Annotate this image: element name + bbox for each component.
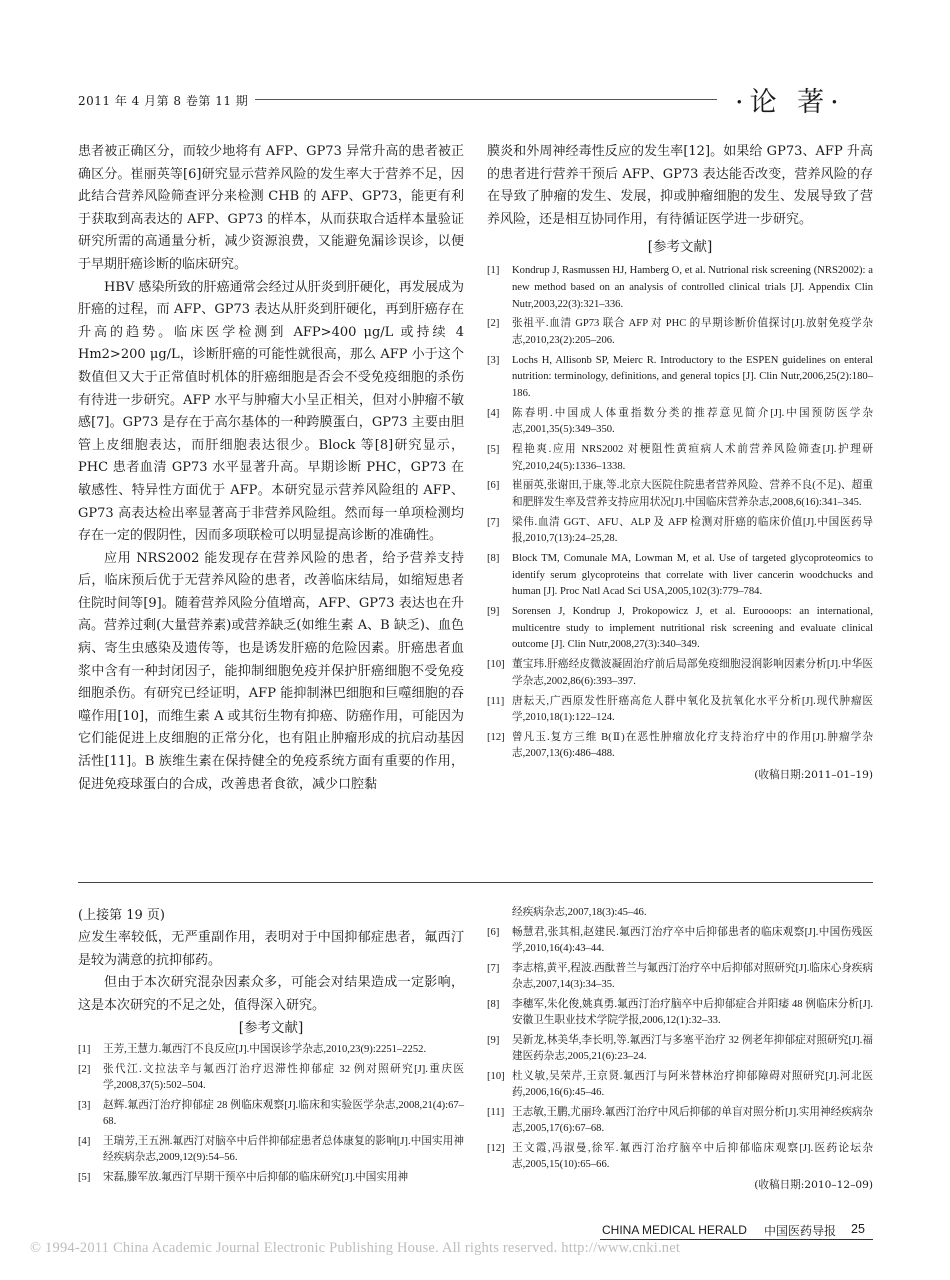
reference-number: [3] <box>487 354 500 366</box>
reference-item <box>78 1170 464 1186</box>
reference-item <box>487 657 873 690</box>
article-right-column <box>487 141 873 784</box>
reference-item <box>487 478 873 511</box>
reference-number: [5] <box>78 1171 91 1183</box>
reference-item <box>487 551 873 601</box>
reference-item <box>487 961 873 994</box>
reference-text: 曾凡玉.复方三维 B(Ⅱ)在恶性肿瘤放化疗支持治疗中的作用[J].肿瘤学杂志,2007,13(6):486–488. <box>512 731 873 760</box>
reference-text: 王文霞,冯淑曼,徐军.氟西汀治疗脑卒中后抑郁临床观察[J].医药论坛杂志,2005,15(10):65–66. <box>512 1142 873 1170</box>
paragraph: 患者被正确区分，而较少地将有 AFP、GP73 异常升高的患者被正确区分。崔丽英等[6]研究显示营养风险的发生率大于营养不足，因此结合营养风险筛查评分来检测 CHB 的 AFP、GP73，能更有利于获取到高表达的 AFP、GP73 的样本，从而获取合适样本量验证研究所需的高通量分析，减少资源浪费，又能避免漏诊误诊，以便于早期肝癌诊断的临床研究。 <box>78 144 464 272</box>
continued-article-right <box>487 905 873 1194</box>
continued-note: (上接第 19 页) <box>78 908 165 923</box>
section-title: ·论 著· <box>735 87 845 118</box>
paragraph: 应用 NRS2002 能发现存在营养风险的患者，给予营养支持后，临床预后优于无营养风险的患者，改善临床结局，如缩短患者住院时间等[9]。随着营养风险分值增高，AFP、GP73 表达也在升高。营养过剩(大量营养素)或营养缺乏(如维生素 A、B 缺乏)、血色病、寄生虫感染及遗传等，也是诱发肝癌的危险因素。肝癌患者血浆中含有一种封闭因子，能抑制细胞免疫并保护肝癌细胞不受免疫细胞杀伤。有研究已经证明，AFP 能抑制淋巴细胞和巨噬细胞的吞噬作用[10]，而维生素 A 或其衍生物有抑癌、防癌作用，可能因为它们能促进上皮细胞的正常分化，也有阻止肿瘤形成的抗启动基因活性[11]。B 族维生素在保持健全的免疫系统方面有重要的作用，促进免疫球蛋白的合成，改善患者食欲，减少口腔黏 <box>78 550 464 792</box>
reference-list <box>487 925 873 1174</box>
paragraph: 应发生率较低，无严重副作用，表明对于中国抑郁症患者，氟西汀是较为满意的抗抑郁药。 <box>78 930 464 968</box>
reference-list <box>78 1042 464 1186</box>
reference-item <box>78 1062 464 1095</box>
reference-number: [10] <box>487 659 505 671</box>
reference-text: 张祖平.血清 GP73 联合 AFP 对 PHC 的早期诊断价值探讨[J].放射免疫学杂志,2010,23(2):205–206. <box>512 318 873 346</box>
reference-number: [2] <box>78 1063 91 1075</box>
reference-number: [9] <box>487 606 500 618</box>
reference-number: [6] <box>487 480 500 492</box>
reference-number: [12] <box>487 1142 505 1154</box>
reference-item <box>487 1141 873 1174</box>
reference-number: [4] <box>78 1135 91 1147</box>
reference-number: [12] <box>487 731 505 743</box>
reference-text: 王志敏,王鹏,尤丽玲.氟西汀治疗中风后抑郁的单盲对照分析[J].实用神经疾病杂志,2005,17(6):67–68. <box>512 1106 873 1134</box>
reference-item <box>487 1105 873 1138</box>
reference-text: 张代江.文拉法辛与氟西汀治疗迟滞性抑郁症 32 例对照研究[J].重庆医学,2008,37(5):502–504. <box>103 1063 464 1092</box>
reference-text: Lochs H, Allisonb SP, Meierc R. Introductory to the ESPEN guidelines on enteral nutrition: terminology, definitions, and general topics [J]. Clin Nutr,2006,25(2):180–186. <box>512 354 873 399</box>
reference-item <box>487 604 873 654</box>
reference-text: 梁伟.血清 GGT、AFU、ALP 及 AFP 检测对肝癌的临床价值[J].中国医药导报,2010,7(13):24–25,28. <box>512 516 873 545</box>
reference-item <box>487 1069 873 1102</box>
journal-name-en: CHINA MEDICAL HERALD <box>602 1223 747 1237</box>
reference-item <box>78 1134 464 1167</box>
journal-issue: 2011 年 4 月第 8 卷第 11 期 <box>78 94 249 108</box>
reference-number: [11] <box>487 1106 505 1118</box>
reference-text: 董宝玮.肝癌经皮微波凝固治疗前后局部免疫细胞浸润影响因素分析[J].中华医学杂志,2002,86(6):393–397. <box>512 659 873 687</box>
received-date: (收稿日期:2011–01–19) <box>754 769 873 782</box>
reference-text: 陈春明.中国成人体重指数分类的推荐意见简介[J].中国预防医学杂志,2001,35(5):349–350. <box>512 407 873 436</box>
reference-text: Block TM, Comunale MA, Lowman M, et al. Use of targeted glycoproteomics to identify serum glycoproteins that correlate with liver cancerin woodchucks and human [J]. Proc Natl Acad Sci USA,2005,102(3):779–784. <box>512 553 873 598</box>
reference-item <box>487 515 873 548</box>
reference-item <box>487 316 873 349</box>
reference-item <box>487 1033 873 1066</box>
reference-item <box>487 442 873 475</box>
reference-text: 王瑞芳,王五洲.氟西汀对脑卒中后伴抑郁症患者总体康复的影响[J].中国实用神经疾病杂志,2009,12(9):54–56. <box>103 1135 464 1164</box>
reference-number: [11] <box>487 695 505 707</box>
paragraph: HBV 感染所致的肝癌通常会经过从肝炎到肝硬化，再发展成为肝癌的过程，而 AFP、GP73 表达从肝炎到肝硬化，再到肝癌存在升高的趋势。临床医学检测到 AFP>400 μg/L 或持续 4 Hm2>200 μg/L，诊断肝癌的可能性就很高，那么 AFP 小于这个数值但又大于正常值时机体的肝癌细胞是否会不受免疫细胞的杀伤有待进一步研究。AFP 水平与肿瘤大小呈正相关，但对小肿瘤不敏感[7]。GP73 是存在于高尔基体的一种跨膜蛋白，GP73 主要由胆管上皮细胞表达，而肝细胞表达很少。Block 等[8]研究显示，PHC 患者血清 GP73 水平显著升高。早期诊断 PHC，GP73 在敏感性、特异性方面优于 AFP。本研究显示营养风险组的 AFP、GP73 高表达检出率显著高于非营养风险组。然而每一单项检测均存在一定的假阴性，因而多项联检可以明显提高诊断的准确性。 <box>78 279 464 544</box>
reference-item <box>487 730 873 763</box>
reference-number: [7] <box>487 962 500 974</box>
reference-text: 王芳,王慧力.氟西汀不良反应[J].中国误诊学杂志,2010,23(9):2251–2252. <box>103 1044 427 1056</box>
reference-text: 李志榕,黄平,程波.西酞普兰与氟西汀治疗卒中后抑郁对照研究[J].临床心身疾病杂志,2007,14(3):34–35. <box>512 962 873 990</box>
reference-item <box>487 997 873 1030</box>
reference-item <box>78 1042 464 1058</box>
reference-number: [9] <box>487 1034 500 1046</box>
reference-text: Kondrup J, Rasmussen HJ, Hamberg O, et al. Nutrional risk screening (NRS2002): a new method based on an analysis of controlled clinical trials [J]. Appendix Clin Nutr,2003,22(3):321–336. <box>512 265 873 310</box>
continued-article-left <box>78 905 464 1189</box>
reference-item <box>487 263 873 313</box>
reference-number: [3] <box>78 1099 91 1111</box>
reference-number: [8] <box>487 553 500 565</box>
reference-text: 崔丽英,张谢田,于康,等.北京大医院住院患者营养风险、营养不良(不足)、超重和肥胖发生率及营养支持应用状况[J].中国临床营养杂志,2008,6(16):341–345. <box>512 480 873 509</box>
reference-text: 畅慧君,张其相,赵建民.氟西汀治疗卒中后抑郁患者的临床观察[J].中国伤残医学,2010,16(4):43–44. <box>512 926 873 954</box>
received-date: (收稿日期:2010–12–09) <box>754 1179 873 1192</box>
references-heading: [参考文献] <box>647 239 713 256</box>
reference-text: 吴新龙,林美华,李长明,等.氟西汀与多塞平治疗 32 例老年抑郁症对照研究[J].福建医药杂志,2005,21(6):23–24. <box>512 1034 873 1062</box>
reference-number: [6] <box>487 926 500 938</box>
reference-item <box>487 353 873 403</box>
reference-text: Sorensen J, Kondrup J, Prokopowicz J, et al. Euroooops: an international, multicentre study to implement nutritional risk screening and evaluate clinical outcome [J]. Clin Nutr,2008,27(3):340–349. <box>512 606 873 651</box>
article-divider <box>78 882 873 883</box>
page-number: 25 <box>851 1222 865 1236</box>
header-rule <box>255 99 717 100</box>
paragraph: 但由于本次研究混杂因素众多，可能会对结果造成一定影响，这是本次研究的不足之处，值得深入研究。 <box>78 975 464 1013</box>
reference-text: 程艳爽.应用 NRS2002 对梗阻性黄疸病人术前营养风险筛查[J].护理研究,2010,24(5):1336–1338. <box>512 444 873 472</box>
reference-text: 杜义敏,吴荣芹,王京贤.氟西汀与阿米替林治疗抑郁障碍对照研究[J].河北医药,2006,16(6):45–46. <box>512 1070 873 1098</box>
references-heading: [参考文献] <box>238 1020 304 1037</box>
reference-number: [10] <box>487 1070 505 1082</box>
reference-text: 宋磊,滕军放.氟西汀早期干预卒中后抑郁的临床研究[J].中国实用神 <box>103 1171 409 1183</box>
reference-number: [2] <box>487 318 500 330</box>
paragraph: 膜炎和外周神经毒性反应的发生率[12]。如果给 GP73、AFP 升高的患者进行营养干预后 AFP、GP73 表达能否改变，营养风险的存在导致了肿瘤的发生、发展，抑或肿瘤细胞的发生、发展导致了营养风险，还是相互协同作用，有待循证医学进一步研究。 <box>487 144 873 227</box>
reference-number: [5] <box>487 444 500 456</box>
reference-number: [1] <box>487 265 500 277</box>
reference-item <box>78 1098 464 1131</box>
reference-text: 唐耘天,广西原发性肝癌高危人群中氧化及抗氧化水平分析[J].现代肿瘤医学,2010,18(1):122–124. <box>512 695 873 724</box>
reference-item <box>487 925 873 958</box>
reference-item <box>487 694 873 727</box>
reference-item: 经疾病杂志,2007,18(3):45–46. <box>512 907 647 918</box>
reference-list <box>487 263 873 763</box>
reference-number: [4] <box>487 407 500 419</box>
reference-text: 赵辉.氟西汀治疗抑郁症 28 例临床观察[J].临床和实验医学杂志,2008,21(4):67–68. <box>103 1099 464 1128</box>
reference-item <box>487 406 873 439</box>
reference-number: [7] <box>487 516 500 528</box>
reference-number: [8] <box>487 998 500 1010</box>
reference-text: 李穗军,朱化俊,姚真勇.氟西汀治疗脑卒中后抑郁症合并阳痿 48 例临床分析[J].安徽卫生职业技术学院学报,2006,12(1):32–33. <box>512 998 873 1026</box>
article-left-column <box>78 141 464 796</box>
copyright-watermark: © 1994-2011 China Academic Journal Electronic Publishing House. All rights reserved. http://www.cnki.net <box>30 1240 681 1256</box>
reference-number: [1] <box>78 1044 91 1056</box>
journal-name-cn: 中国医药导报 <box>764 1224 837 1238</box>
